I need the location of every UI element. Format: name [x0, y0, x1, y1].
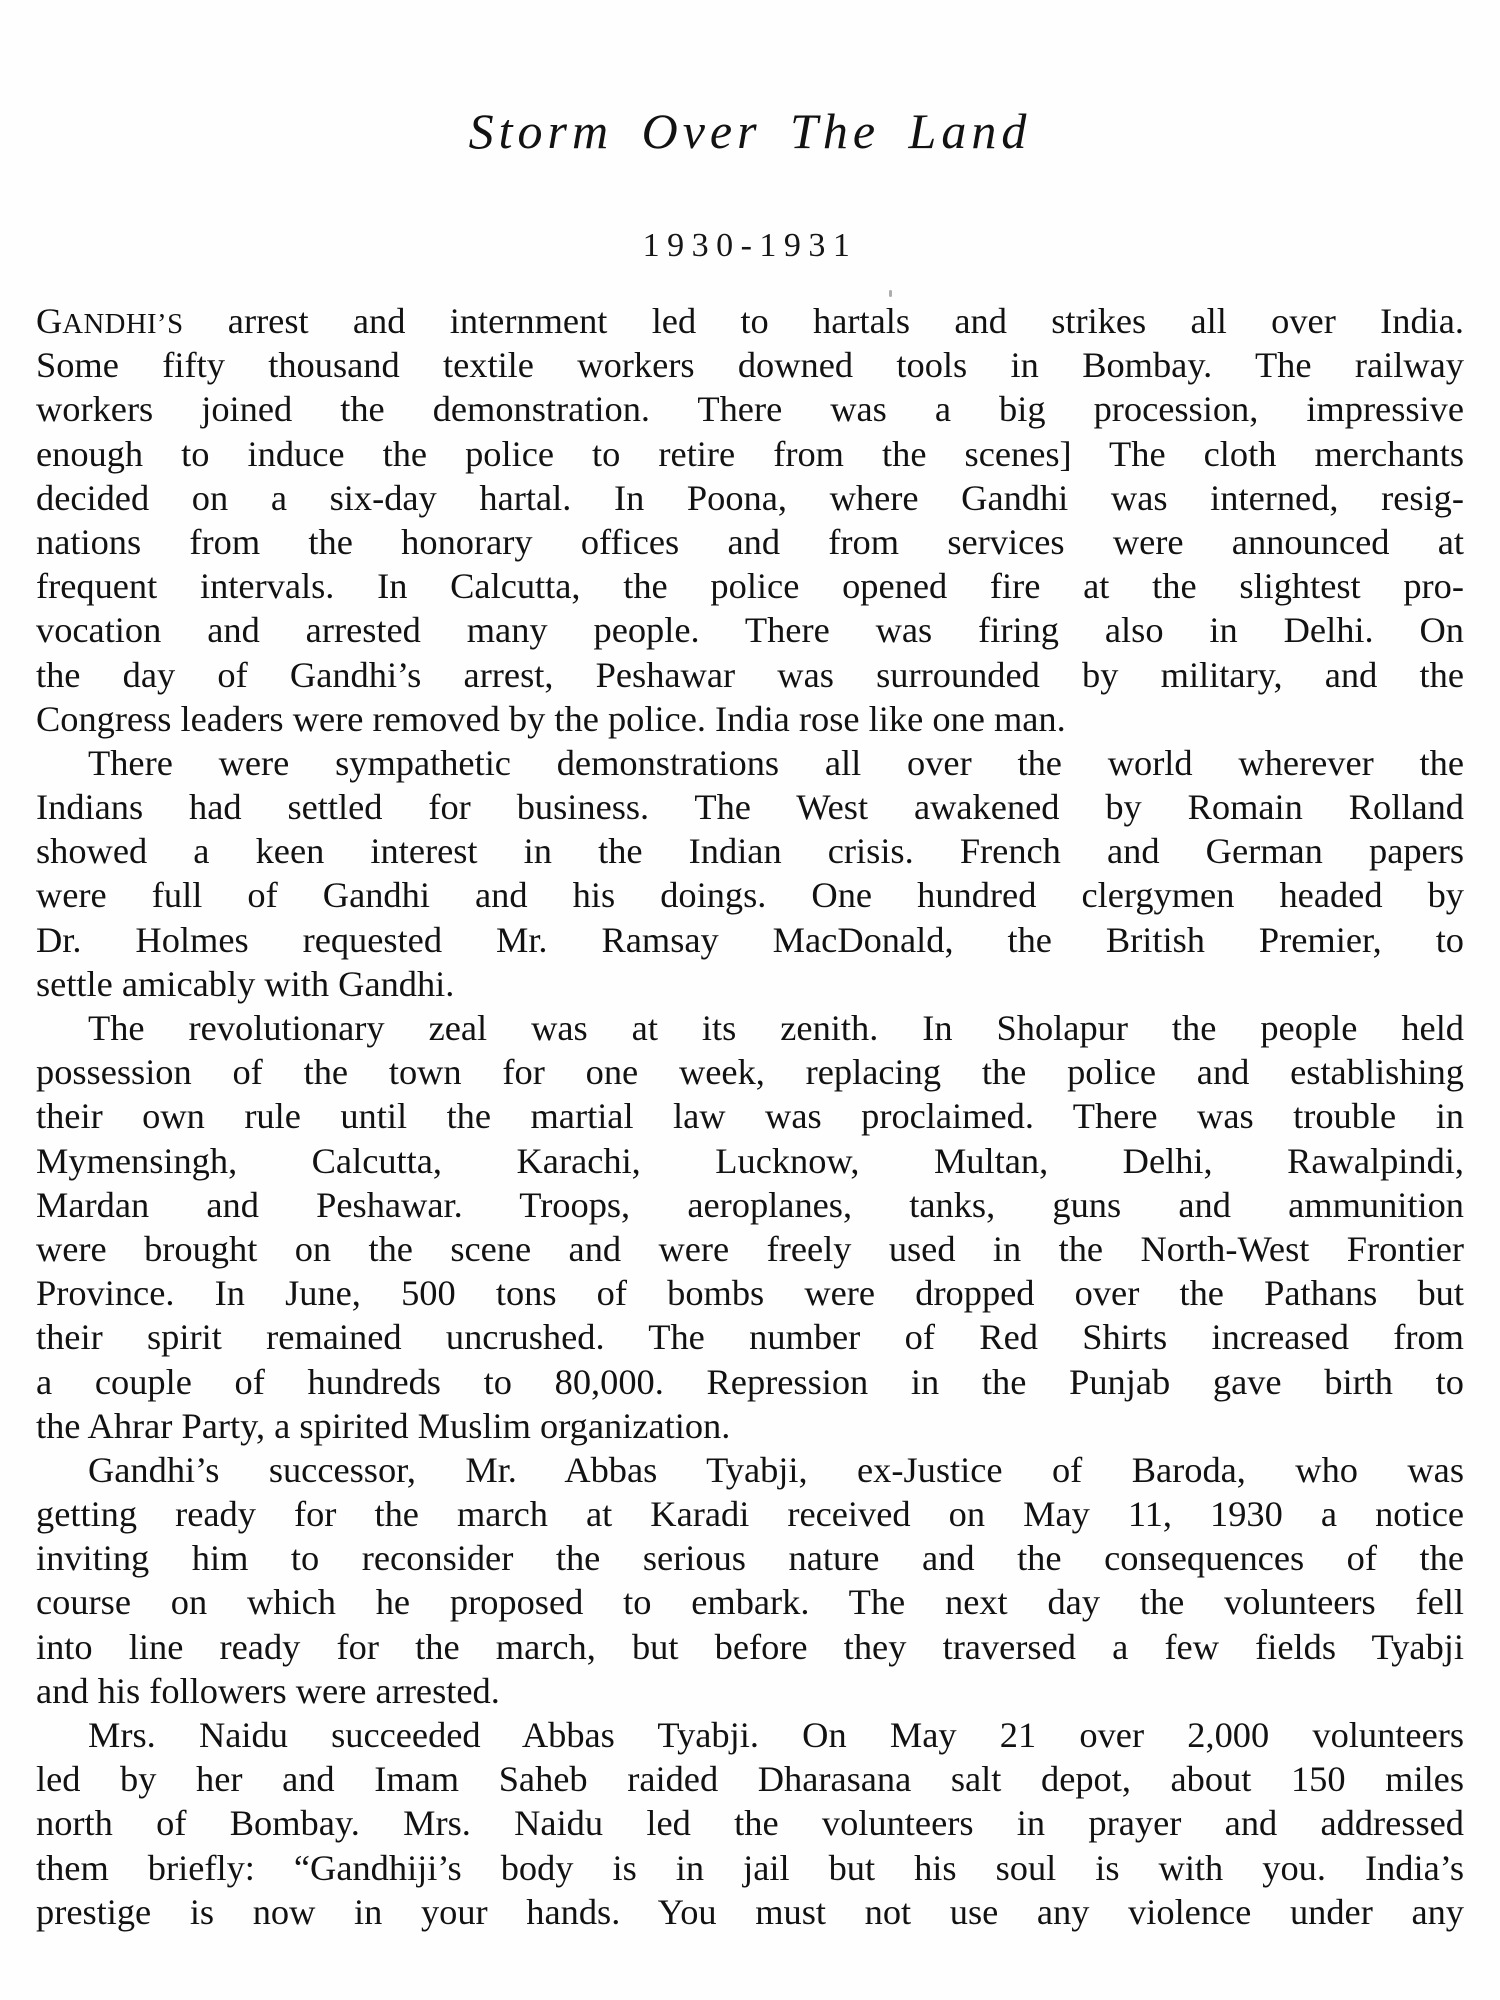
- text-line: frequent intervals. In Calcutta, the police opened fire at the slightest pro-: [36, 566, 1464, 607]
- text-line: vocation and arrested many people. There was firing also in Delhi. On: [36, 610, 1464, 651]
- text-line: their spirit remained uncrushed. The number of Red Shirts increased from: [36, 1317, 1464, 1358]
- text-line: their own rule until the martial law was proclaimed. There was trouble in: [36, 1096, 1464, 1137]
- text-line: into line ready for the march, but before they traversed a few fields Tyabji: [36, 1626, 1464, 1667]
- scan-speck: [889, 290, 892, 297]
- text-line: prestige is now in your hands. You must not use any violence under any: [36, 1891, 1464, 1932]
- text-line: Province. In June, 500 tons of bombs were dropped over the Pathans but: [36, 1273, 1464, 1314]
- text-fragment: arrest and internment led to hartals and strikes all over India.: [183, 301, 1464, 341]
- text-line: enough to induce the police to retire from the scenes] The cloth merchants: [36, 433, 1464, 474]
- text-line: led by her and Imam Saheb raided Dharasana salt depot, about 150 miles: [36, 1759, 1464, 1800]
- text-line: the Ahrar Party, a spirited Muslim organization.: [36, 1405, 731, 1446]
- text-line: the day of Gandhi’s arrest, Peshawar was surrounded by military, and the: [36, 654, 1464, 695]
- text-line: Mymensingh, Calcutta, Karachi, Lucknow, Multan, Delhi, Rawalpindi,: [36, 1140, 1464, 1181]
- text-line: [36, 299, 1464, 343]
- text-line: Congress leaders were removed by the police. India rose like one man.: [36, 698, 1066, 739]
- text-line: Mardan and Peshawar. Troops, aeroplanes, tanks, guns and ammunition: [36, 1184, 1464, 1225]
- text-line: inviting him to reconsider the serious nature and the consequences of the: [36, 1538, 1464, 1579]
- text-line: decided on a six-day hartal. In Poona, where Gandhi was interned, resig-: [36, 477, 1464, 518]
- text-line: and his followers were arrested.: [36, 1670, 500, 1711]
- text-line: Mrs. Naidu succeeded Abbas Tyabji. On May 21 over 2,000 volunteers: [88, 1715, 1464, 1755]
- chapter-title: Storm Over The Land: [468, 103, 1032, 159]
- text-line: showed a keen interest in the Indian crisis. French and German papers: [36, 831, 1464, 872]
- text-line: Gandhi’s successor, Mr. Abbas Tyabji, ex-Justice of Baroda, who was: [88, 1449, 1464, 1490]
- text-line: a couple of hundreds to 80,000. Repression in the Punjab gave birth to: [36, 1361, 1464, 1402]
- text-line: There were sympathetic demonstrations all over the world wherever the: [88, 742, 1464, 783]
- text-line: Dr. Holmes requested Mr. Ramsay MacDonald, the British Premier, to: [36, 919, 1464, 960]
- text-line: nations from the honorary offices and from services were announced at: [36, 521, 1464, 562]
- text-line: were brought on the scene and were freely used in the North-West Frontier: [36, 1228, 1464, 1269]
- text-line: Some fifty thousand textile workers downed tools in Bombay. The railway: [36, 345, 1464, 386]
- text-line: getting ready for the march at Karadi received on May 11, 1930 a notice: [36, 1494, 1464, 1535]
- body-text: [36, 299, 1464, 1934]
- text-line: possession of the town for one week, replacing the police and establishing: [36, 1052, 1464, 1093]
- text-line: were full of Gandhi and his doings. One hundred clergymen headed by: [36, 875, 1464, 916]
- text-line: north of Bombay. Mrs. Naidu led the volunteers in prayer and addressed: [36, 1803, 1464, 1844]
- text-line: Indians had settled for business. The West awakened by Romain Rolland: [36, 787, 1464, 828]
- text-fragment: G: [36, 301, 63, 341]
- text-line: The revolutionary zeal was at its zenith. In Sholapur the people held: [88, 1008, 1464, 1048]
- text-line: workers joined the demonstration. There was a big procession, impressive: [36, 389, 1464, 430]
- text-line: course on which he proposed to embark. The next day the volunteers fell: [36, 1582, 1464, 1623]
- small-caps-text: ANDHI’S: [62, 308, 184, 340]
- text-line: them briefly: “Gandhiji’s body is in jail but his soul is with you. India’s: [36, 1847, 1464, 1888]
- chapter-date-range: 1930-1931: [642, 227, 858, 264]
- text-line: settle amicably with Gandhi.: [36, 963, 455, 1004]
